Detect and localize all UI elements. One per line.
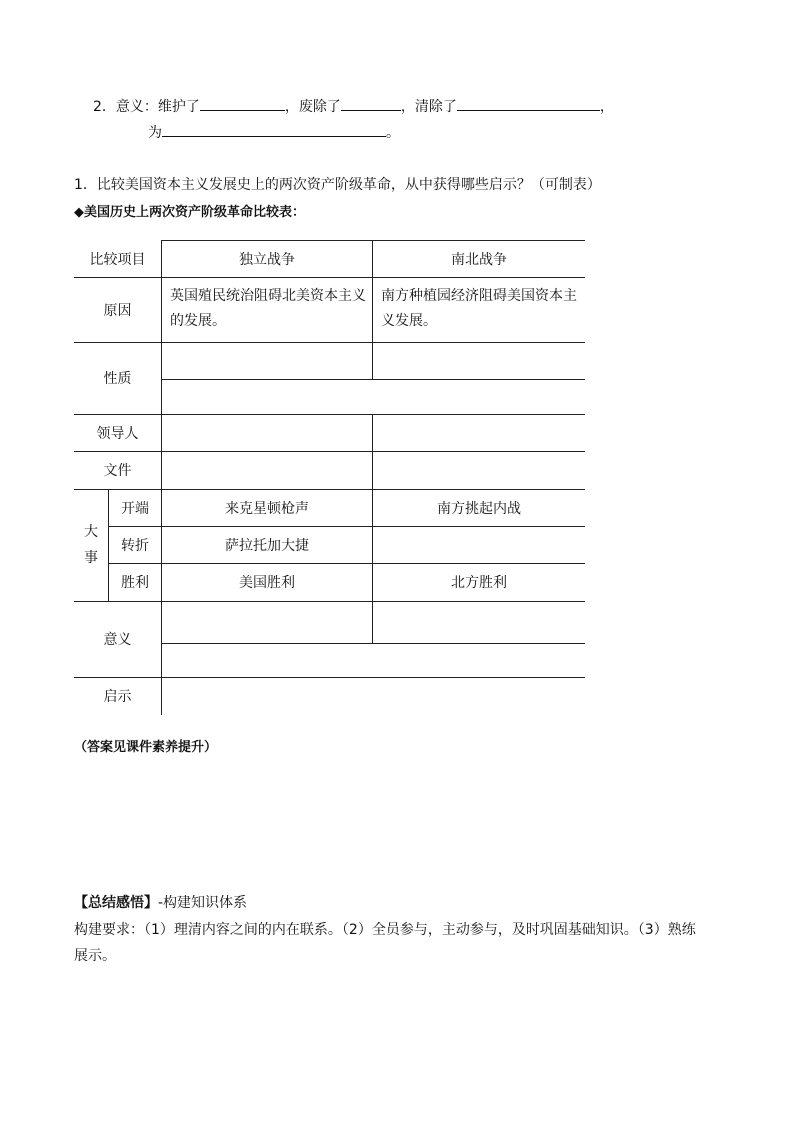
question-text: 1．比较美国资本主义发展史上的两次资产阶级革命，从中获得哪些启示？（可制表）: [74, 177, 601, 193]
cause-col2-text: 南方种植园经济阻碍美国资本主义发展。: [381, 288, 577, 329]
blank-4[interactable]: [162, 122, 386, 137]
document-independence-war-blank[interactable]: [162, 452, 372, 489]
row-label-start: 开端: [121, 500, 149, 517]
cause-civil-war: [381, 284, 579, 336]
significance-line-2: [148, 122, 400, 142]
row-label-events: [74, 489, 108, 601]
summary-heading-rest: -构建知识体系: [158, 895, 248, 911]
row-label-victory: 胜利: [121, 575, 149, 591]
turning-civil-war-blank[interactable]: [373, 526, 585, 563]
blank-2[interactable]: [341, 96, 401, 111]
victory-independence-war: 美国胜利: [239, 575, 295, 591]
meaning-independence-war-blank[interactable]: [162, 602, 372, 643]
meaning-shared-blank[interactable]: [162, 644, 585, 677]
summary-requirement-line-1: 构建要求：（1）理清内容之间的内在联系。（2）全员参与，主动参与，及时巩固基础知识。（3）熟练: [74, 922, 696, 938]
summary-requirement-line-2: 展示。: [74, 948, 116, 964]
cause-col1-text: 英国殖民统治阻碍北美资本主义的发展。: [170, 288, 366, 329]
leader-civil-war-blank[interactable]: [373, 415, 585, 451]
row-label-nature: 性质: [103, 371, 132, 387]
blank-3[interactable]: [457, 96, 600, 111]
table-title: ◆美国历史上两次资产阶级革命比较表：: [74, 205, 305, 220]
leader-independence-war-blank[interactable]: [162, 415, 372, 451]
header-civil-war: 南北战争: [451, 251, 507, 268]
events-label-text: 大事: [84, 524, 98, 566]
turning-independence-war: 萨拉托加大捷: [225, 537, 309, 554]
header-independence-war: 独立战争: [239, 251, 295, 268]
row-label-meaning: 意义: [103, 632, 132, 648]
cause-independence-war: [170, 284, 366, 336]
row-label-document: 文件: [103, 463, 132, 479]
row-label-leader: 领导人: [96, 425, 139, 442]
meaning-civil-war-blank[interactable]: [373, 602, 585, 643]
start-independence-war: 来克星顿枪声: [225, 500, 309, 517]
significance-line2-suffix: 。: [386, 125, 400, 141]
nature-shared-blank[interactable]: [162, 380, 585, 414]
summary-heading: [74, 892, 247, 912]
significance-line2-prefix: 为: [148, 125, 162, 141]
summary-heading-bold: 【总结感悟】: [74, 895, 158, 911]
significance-text-3: ，清除了: [400, 99, 457, 115]
row-label-cause: 原因: [103, 302, 132, 319]
significance-text-4: ，: [599, 99, 614, 115]
nature-independence-war-blank[interactable]: [162, 343, 372, 379]
nature-civil-war-blank[interactable]: [373, 343, 585, 379]
inspiration-blank[interactable]: [162, 678, 585, 715]
significance-prefix: 2．意义：维护了: [93, 99, 200, 115]
answer-note: （答案见课件素养提升）: [74, 740, 218, 755]
significance-line-1: [93, 96, 614, 116]
victory-civil-war: 北方胜利: [451, 575, 507, 591]
row-label-turning: 转折: [121, 537, 149, 554]
significance-text-2: ，废除了: [284, 99, 341, 115]
row-label-inspiration: 启示: [103, 689, 132, 705]
start-civil-war: 南方挑起内战: [437, 500, 521, 517]
blank-1[interactable]: [200, 96, 285, 111]
document-civil-war-blank[interactable]: [373, 452, 585, 489]
header-item: 比较项目: [89, 251, 146, 268]
